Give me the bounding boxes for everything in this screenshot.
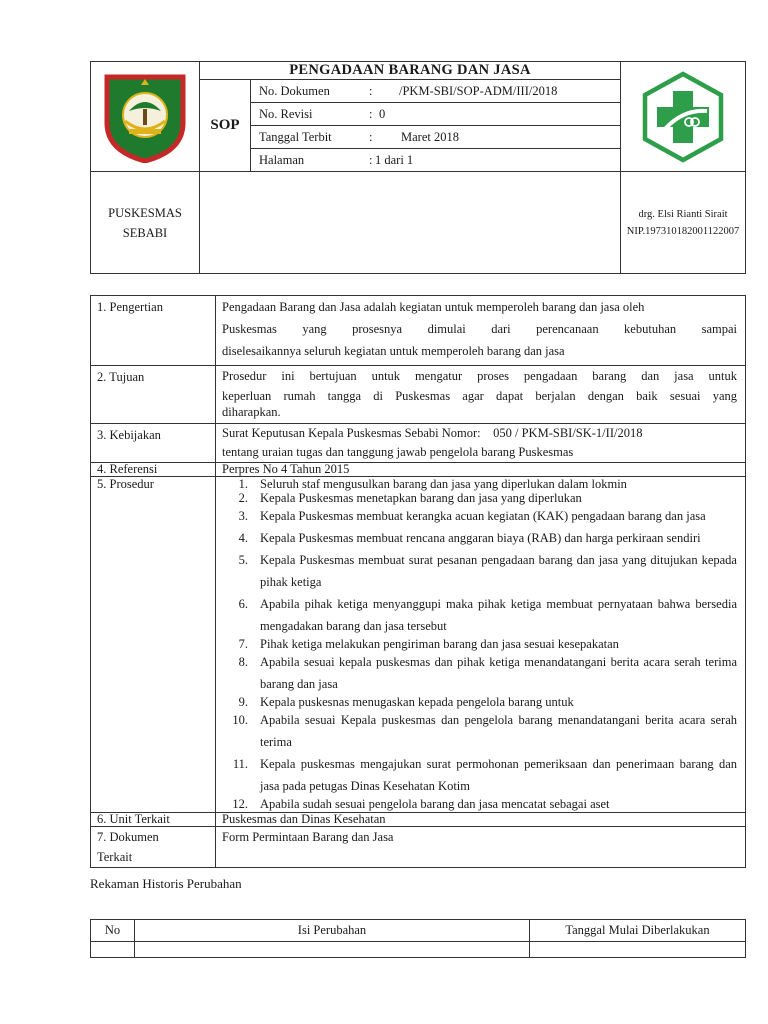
section-label-referensi: 4. Referensi — [91, 463, 216, 477]
history-title: Rekaman Historis Perubahan — [90, 876, 242, 891]
meta-value: 1 dari 1 — [375, 153, 414, 167]
procedure-step: 5. Kepala Puskesmas membuat surat pesanan pengadaan barang dan jasa yang ditujukan kepada pihak ketiga — [238, 553, 737, 589]
meta-value: 0 — [379, 107, 386, 121]
organization-cell — [91, 172, 200, 274]
meta-label: Halaman — [259, 153, 305, 167]
signer-name: drg. Elsi Rianti Sirait — [638, 208, 728, 220]
history-cell — [135, 942, 530, 958]
procedure-steps — [222, 477, 737, 811]
meta-row-tanggal — [251, 126, 621, 149]
body-line: Surat Keputusan Kepala Puskesmas Sebabi Nomor: 050 / PKM-SBI/SK-1/II/2018 — [222, 426, 643, 440]
section-body-prosedur — [216, 477, 746, 813]
body-line: keperluan rumah tangga di Puskesmas agar dapat berjalan dengan baik sesuai yang — [222, 389, 737, 403]
section-label-prosedur: 5. Prosedur — [91, 477, 216, 813]
history-cell — [91, 942, 135, 958]
history-header-tanggal: Tanggal Mulai Diberlakukan — [530, 920, 746, 942]
procedure-step: 8. Apabila sesuai kepala puskesmas dan pihak ketiga menandatangani berita acara serah terima barang dan jasa — [238, 655, 737, 691]
meta-colon: : — [369, 107, 373, 121]
green-cross-logo-icon — [637, 71, 729, 163]
document-title: PENGADAAN BARANG DAN JASA — [200, 62, 621, 80]
section-body-dokumen: Form Permintaan Barang dan Jasa — [216, 827, 746, 868]
meta-label: Tanggal Terbit — [259, 130, 332, 144]
sop-label: SOP — [200, 80, 251, 172]
body-line: Prosedur ini bertujuan untuk mengatur proses pengadaan barang dan jasa untuk — [222, 369, 737, 383]
body-line: Puskesmas yang prosesnya dimulai dari perencanaan kebutuhan sampai — [222, 322, 737, 336]
sop-content-table — [90, 295, 746, 868]
section-label-tujuan: 2. Tujuan — [91, 366, 216, 424]
meta-value: /PKM-SBI/SOP-ADM/III/2018 — [399, 84, 558, 98]
section-body-pengertian — [216, 296, 746, 366]
history-header-no: No — [91, 920, 135, 942]
body-line: diharapkan. — [222, 405, 281, 419]
procedure-step: 11. Kepala puskesmas mengajukan surat permohonan pemeriksaan dan penerimaan barang dan jasa pada petugas Dinas Kesehatan Kotim — [232, 757, 737, 793]
section-body-kebijakan — [216, 424, 746, 463]
section-label-pengertian: 1. Pengertian — [91, 296, 216, 366]
org-name-line2: SEBABI — [122, 225, 168, 240]
body-line: Pengadaan Barang dan Jasa adalah kegiatan untuk memperoleh barang dan jasa oleh — [222, 300, 645, 314]
section-label-dokumen — [91, 827, 216, 868]
section-body-referensi: Perpres No 4 Tahun 2015 — [216, 463, 746, 477]
meta-colon: : — [369, 130, 373, 144]
label-line: 7. Dokumen — [97, 830, 159, 844]
meta-row-halaman — [251, 149, 621, 172]
procedure-step: 9. Kepala puskesnas menugaskan kepada pengelola barang untuk — [238, 695, 574, 709]
meta-value: Maret 2018 — [401, 130, 459, 144]
regional-crest-icon — [101, 71, 189, 163]
procedure-step: 1. Seluruh staf mengusulkan barang dan jasa yang diperlukan dalam lokmin — [238, 477, 627, 491]
history-cell — [530, 942, 746, 958]
meta-row-revisi — [251, 103, 621, 126]
signer-nip: NIP.197310182001122007 — [626, 225, 740, 237]
body-line: tentang uraian tugas dan tanggung jawab pengelola barang Puskesmas — [222, 445, 574, 459]
section-label-kebijakan: 3. Kebijakan — [91, 424, 216, 463]
sop-header-table — [90, 61, 746, 274]
meta-row-dokumen — [251, 80, 621, 103]
section-label-unit: 6. Unit Terkait — [91, 813, 216, 827]
body-line: diselesaikannya seluruh kegiatan untuk memperoleh barang dan jasa — [222, 344, 565, 358]
procedure-step: 7. Pihak ketiga melakukan pengiriman barang dan jasa sesuai kesepakatan — [238, 637, 619, 651]
label-line: Terkait — [97, 850, 133, 864]
crest-cell — [91, 62, 200, 172]
meta-label: No. Dokumen — [259, 84, 330, 98]
procedure-step: 4. Kepala Puskesmas membuat rencana anggaran biaya (RAB) dan harga perkiraan sendiri — [238, 531, 701, 545]
section-body-tujuan — [216, 366, 746, 424]
procedure-step: 10. Apabila sesuai Kepala puskesmas dan pengelola barang menandatangani berita acara serah terima — [232, 713, 737, 749]
history-header-isi: Isi Perubahan — [135, 920, 530, 942]
procedure-step: 6. Apabila pihak ketiga menyanggupi maka pihak ketiga membuat pernyataan bahwa bersedia mengadakan barang dan jasa tersebut — [238, 597, 737, 633]
puskesmas-logo-cell — [621, 62, 746, 172]
procedure-step: 12. Apabila sudah sesuai pengelola barang dan jasa mencatat sebagai aset — [232, 797, 610, 811]
signature-cell — [621, 172, 746, 274]
meta-colon: : — [369, 153, 373, 167]
meta-label: No. Revisi — [259, 107, 313, 121]
meta-colon: : — [369, 84, 373, 98]
history-table — [90, 919, 746, 958]
org-name-line1: PUSKESMAS — [108, 205, 182, 220]
procedure-step: 2. Kepala Puskesmas menetapkan barang dan jasa yang diperlukan — [238, 491, 582, 505]
procedure-step: 3. Kepala Puskesmas membuat kerangka acuan kegiatan (KAK) pengadaan barang dan jasa — [238, 509, 706, 523]
section-body-unit: Puskesmas dan Dinas Kesehatan — [216, 813, 746, 827]
blank-cell — [200, 172, 621, 274]
